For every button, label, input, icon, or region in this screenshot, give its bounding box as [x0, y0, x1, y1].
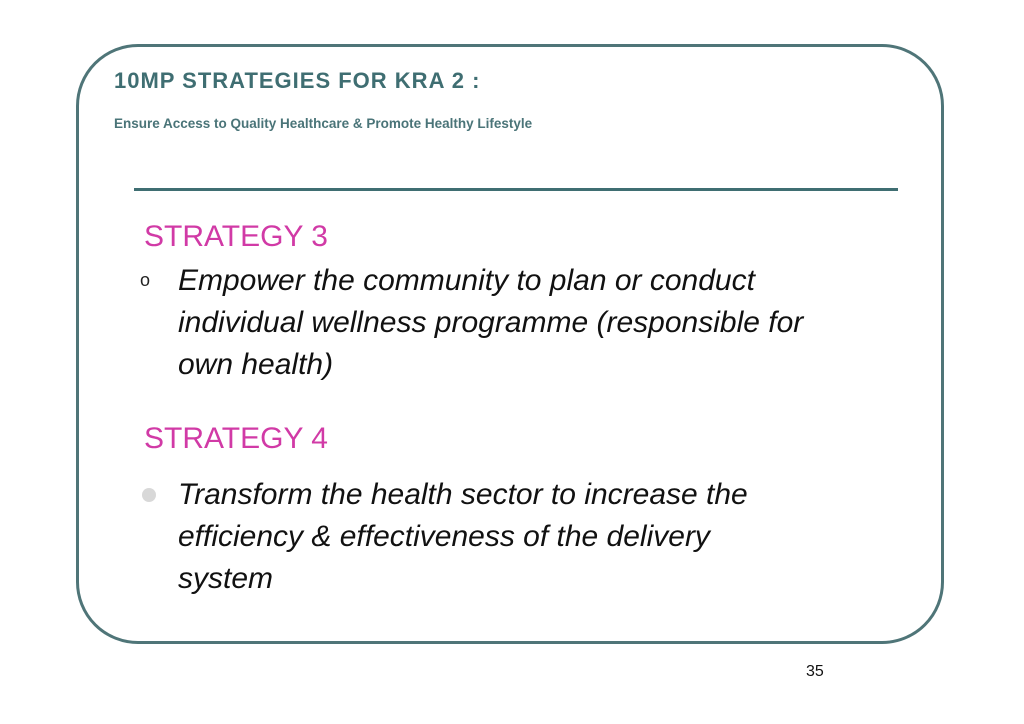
filled-circle-bullet-icon [142, 488, 156, 502]
slide-subtitle: Ensure Access to Quality Healthcare & Promote Healthy Lifestyle [114, 116, 533, 131]
slide-title: 10MP STRATEGIES FOR KRA 2 : [114, 68, 481, 93]
strategy-4-line-3: system [178, 562, 274, 595]
title-divider [134, 188, 898, 191]
strategy-4-line-2: efficiency & effectiveness of the delivery [178, 520, 710, 553]
strategy-3-line-2: individual wellness programme (responsible for [178, 306, 804, 339]
strategy-4-line-1: Transform the health sector to increase the [178, 478, 748, 511]
page-number: 35 [806, 663, 824, 680]
strategy-3-line-3: own health) [178, 348, 334, 381]
hollow-circle-bullet-icon: o [140, 270, 151, 290]
strategy-3-line-1: Empower the community to plan or conduct [178, 264, 755, 297]
strategy-4-heading: STRATEGY 4 [144, 422, 328, 455]
strategy-3-text [178, 260, 803, 386]
strategy-3-heading: STRATEGY 3 [144, 220, 328, 253]
strategy-4-text [178, 474, 748, 600]
